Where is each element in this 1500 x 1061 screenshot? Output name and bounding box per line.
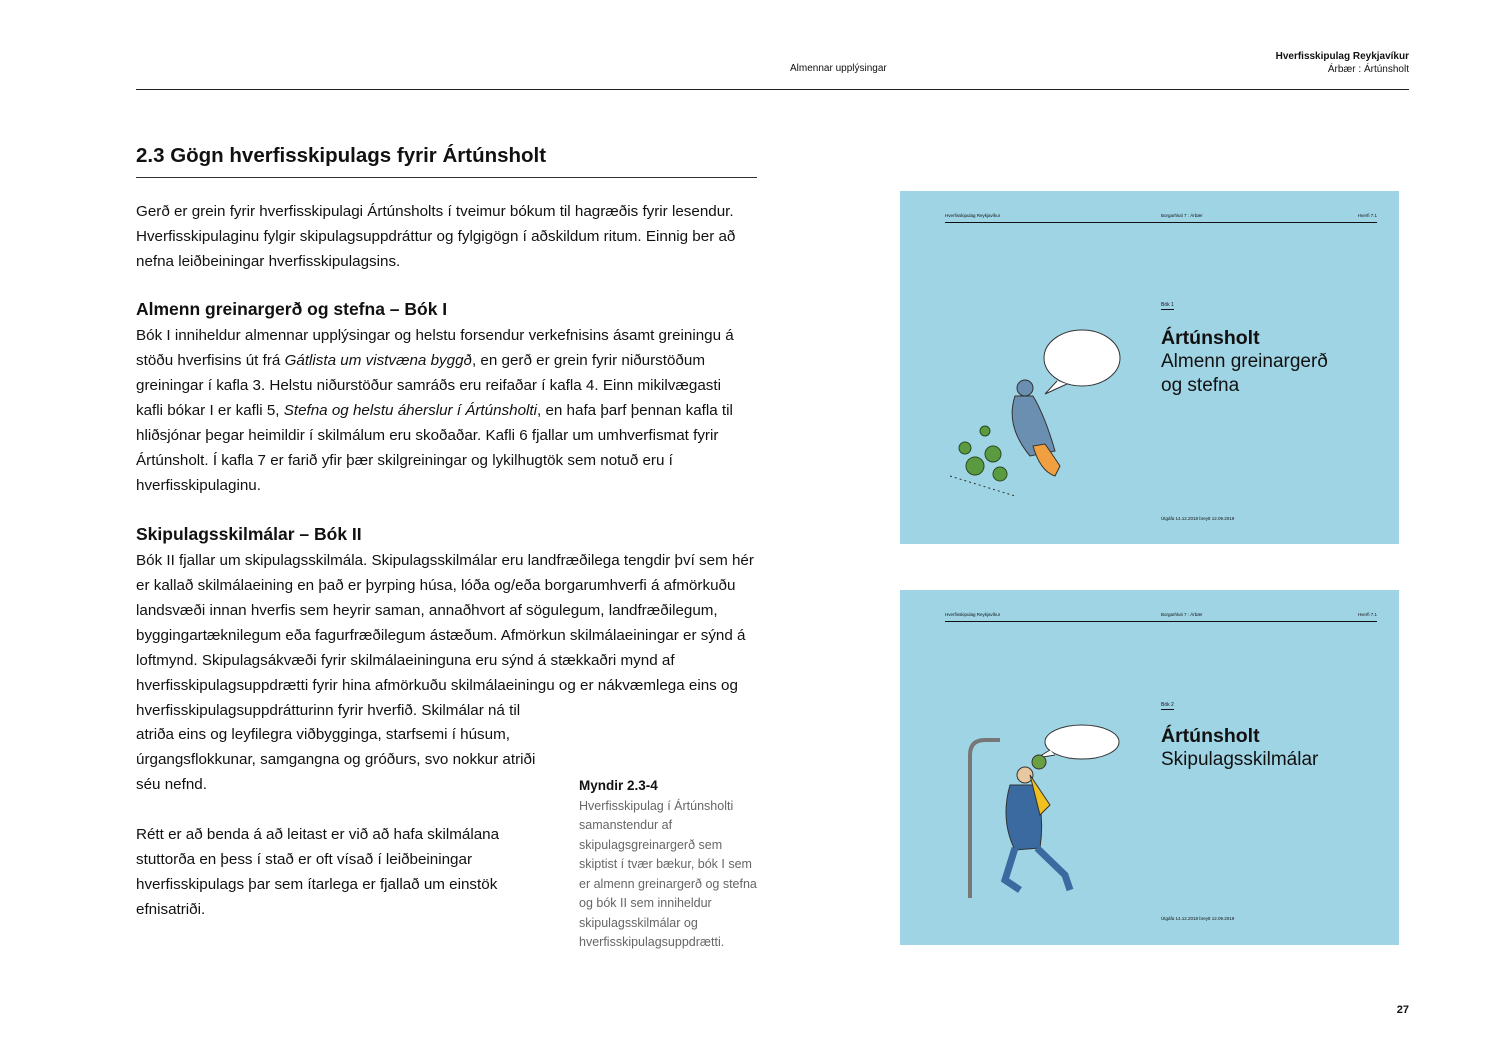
book2-cover [900, 590, 1399, 945]
cover-book-number: Bók 2 [1161, 702, 1174, 708]
cover-title [1161, 724, 1318, 772]
cover-name: Ártúnsholt [1161, 327, 1260, 349]
book1-paragraph [136, 323, 748, 498]
cover-header-left: Hverfisskipulag Reykjavíkur [945, 612, 1001, 617]
page-number: 27 [1396, 1004, 1409, 1016]
caption-label: Myndir 2.3-4 [579, 778, 658, 793]
book2-paragraph-2: Rétt er að benda á að leitast er við að hafa skilmálana stuttorða en þess í stað er oft vísað í leiðbeiningar hverfisskipulags þar sem ítarlega er fjallað um einstök efnisatriði. [136, 826, 500, 918]
cover-book-number: Bók 1 [1161, 302, 1174, 308]
book2-paragraph: Bók II fjallar um skipulagsskilmála. Skipulagsskilmálar eru landfræðilega tengdir því sem hér er kallað skilmálaeining en það er þyrping húsa, lóða og/eða borgarumhverfi á afmörkuðu landsvæði innan hverfis sem heyrir saman, annaðhvort af sögulegum, landfræðilegum, byggingartæknilegum eða fagurfræðilegum ástæðum. Afmörkun skilmálaeiningar er sýnd á loftmynd. Skipulagsákvæði fyrir skilmálaeininguna eru sýnd á stækkaðri mynd af hverfisskipulagsuppdrætti fyrir hina afmörkuðu skilmálaeiningu og er nákvæmlega eins og hverfisskipulagsuppdrátturinn fyrir hverfið. Skilmálar ná til [136, 552, 754, 719]
header-publication [1276, 50, 1409, 76]
book2-paragraph-cont: atriða eins og leyfilegra viðbygginga, starfsemi í húsum, úrgangsflokkunar, samgangna og gróðurs, svo nokkur atriði séu nefnd. [136, 726, 536, 793]
cover-header-right: Hverfi 7.1 [1357, 612, 1377, 617]
book1-heading: Almenn greinargerð og stefna – Bók I [136, 299, 448, 319]
cover-name: Ártúnsholt [1161, 725, 1260, 747]
figure-caption [579, 776, 759, 953]
intro-paragraph: Gerð er grein fyrir hverfisskipulagi Ártúnsholts í tveimur bókum til hagræðis fyrir lesendur. Hverfisskipulaginu fylgir skipulagsuppdráttur og fylgigögn í aðskildum ritum. Einnig ber að nefna leiðbeiningar hverfisskipulagsins. [136, 203, 736, 270]
cover-edition: Útgáfa 14.12.2018 breytt 12.09.2019 [1161, 516, 1235, 521]
cover-subtitle: Skipulagsskilmálar [1161, 749, 1319, 770]
gardening-illustration [945, 326, 1135, 506]
text: , en hafa þarf þennan kafla til hliðsjónar þegar heimildir í skilmálum eru skoðaðar. Kafli 6 fjallar um umhverfismat fyrir Ártúnsholt. Í kafla 7 er farið yfir þær skilgreiningar og lykilhugtök sem notuð eru í hverfisskipulaginu. [136, 402, 733, 494]
cover-header-center: Borgarhluti 7 : Árbær [1161, 213, 1203, 218]
header-divider [136, 89, 1409, 90]
emphasis: Gátlista um vistvæna byggð [284, 352, 472, 369]
page-title: 2.3 Gögn hverfisskipulags fyrir Ártúnsholt [136, 144, 757, 178]
text: Bók I inniheldur almennar upplýsingar og helstu forsendur verkefnisins ásamt greiningu á stöðu hverfisins út frá [136, 327, 734, 369]
cover-edition: Útgáfa 14.12.2018 breytt 12.09.2019 [1161, 916, 1235, 921]
cover-header-left: Hverfisskipulag Reykjavíkur [945, 213, 1001, 218]
book2-heading: Skipulagsskilmálar – Bók II [136, 524, 362, 544]
cover-header-center: Borgarhluti 7 : Árbær [1161, 612, 1203, 617]
cover-title [1161, 326, 1351, 398]
caption-text: Hverfisskipulag í Ártúnsholti samanstendur af skipulagsgreinargerð sem skiptist í tvær bækur, bók I sem er almenn greinargerð og stefna og bók II sem inniheldur skipulagsskilmálar og hverfisskipulagsuppdrætti. [579, 798, 757, 949]
father-child-illustration [955, 720, 1135, 900]
cover-header-right: Hverfi 7.1 [1357, 213, 1377, 218]
cover-header [945, 212, 1377, 223]
text: , en gerð er grein fyrir niðurstöðum greiningar í kafla 3. Helstu niðurstöður samráðs eru reifaðar í kafla 4. Einn mikilvægasti kafli bókar I er kafli 5, [136, 352, 721, 419]
header-location: Árbær : Ártúnsholt [1327, 64, 1409, 75]
header-publication-title: Hverfisskipulag Reykjavíkur [1275, 51, 1409, 62]
header-section: Almennar upplýsingar [790, 63, 887, 74]
book1-cover [900, 191, 1399, 544]
cover-subtitle: Almenn greinargerð og stefna [1161, 351, 1328, 396]
cover-header [945, 611, 1377, 622]
emphasis: Stefna og helstu áherslur í Ártúnsholti [283, 402, 537, 419]
